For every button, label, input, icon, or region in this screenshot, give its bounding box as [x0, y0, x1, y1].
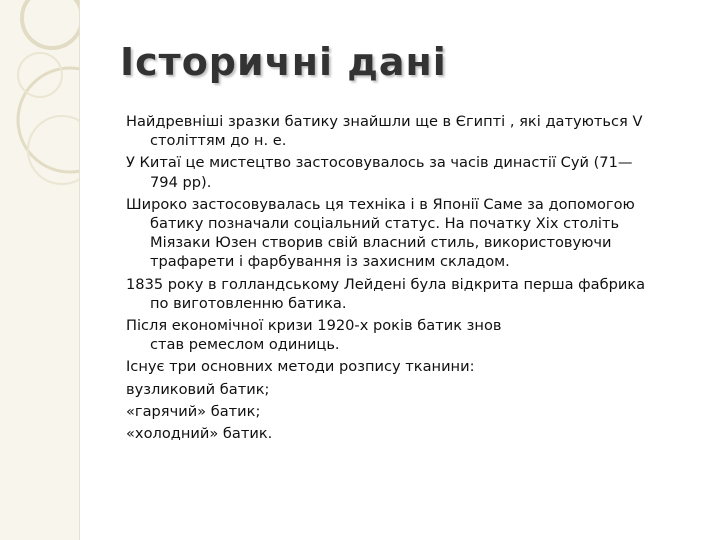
decorative-side-band — [0, 0, 80, 540]
text-line: Існує три основних методи розпису тканини: — [126, 358, 475, 376]
list-item-method — [126, 424, 712, 443]
text-line: У Китаї це мистецтво застосовувалось за часів династії Суй (71— — [126, 154, 633, 172]
paragraph-japan — [126, 195, 712, 272]
paragraph-egypt — [126, 112, 712, 150]
paragraph-leiden — [126, 275, 712, 313]
paragraph-methods — [126, 357, 712, 376]
text-line: Міязаки Юзен створив свій власний стиль, використовуючи — [150, 234, 612, 252]
text-line: вузликовий батик; — [126, 380, 270, 398]
text-line: Широко застосовувалась ця техніка і в Японії Саме за допомогою — [126, 195, 635, 213]
text-line: Найдревніші зразки батику знайшли ще в Єгипті , які датуються V — [126, 113, 643, 130]
text-line: століттям до н. е. — [150, 132, 287, 150]
circle-ornament-icon — [0, 0, 79, 540]
text-line: Після економічної кризи 1920-х років батик знов — [126, 317, 502, 335]
text-line: по виготовленню батика. — [150, 294, 347, 312]
slide-body — [126, 112, 712, 446]
text-line: став ремеслом одиниць. — [150, 336, 340, 354]
text-line: 794 рр). — [150, 173, 212, 191]
paragraph-china — [126, 153, 712, 191]
paragraph-crisis — [126, 316, 712, 354]
text-line: «гарячий» батик; — [126, 402, 261, 420]
text-line: батику позначали соціальний статус. На початку Хіх століть — [150, 215, 620, 233]
slide-title: Історичні дані — [120, 40, 447, 84]
text-line: «холодний» батик. — [126, 425, 273, 443]
text-line: трафарети і фарбування із захисним складом. — [150, 253, 510, 271]
list-item-method — [126, 402, 712, 421]
text-line: 1835 року в голландському Лейдені була відкрита перша фабрика — [126, 275, 646, 293]
list-item-method — [126, 380, 712, 399]
